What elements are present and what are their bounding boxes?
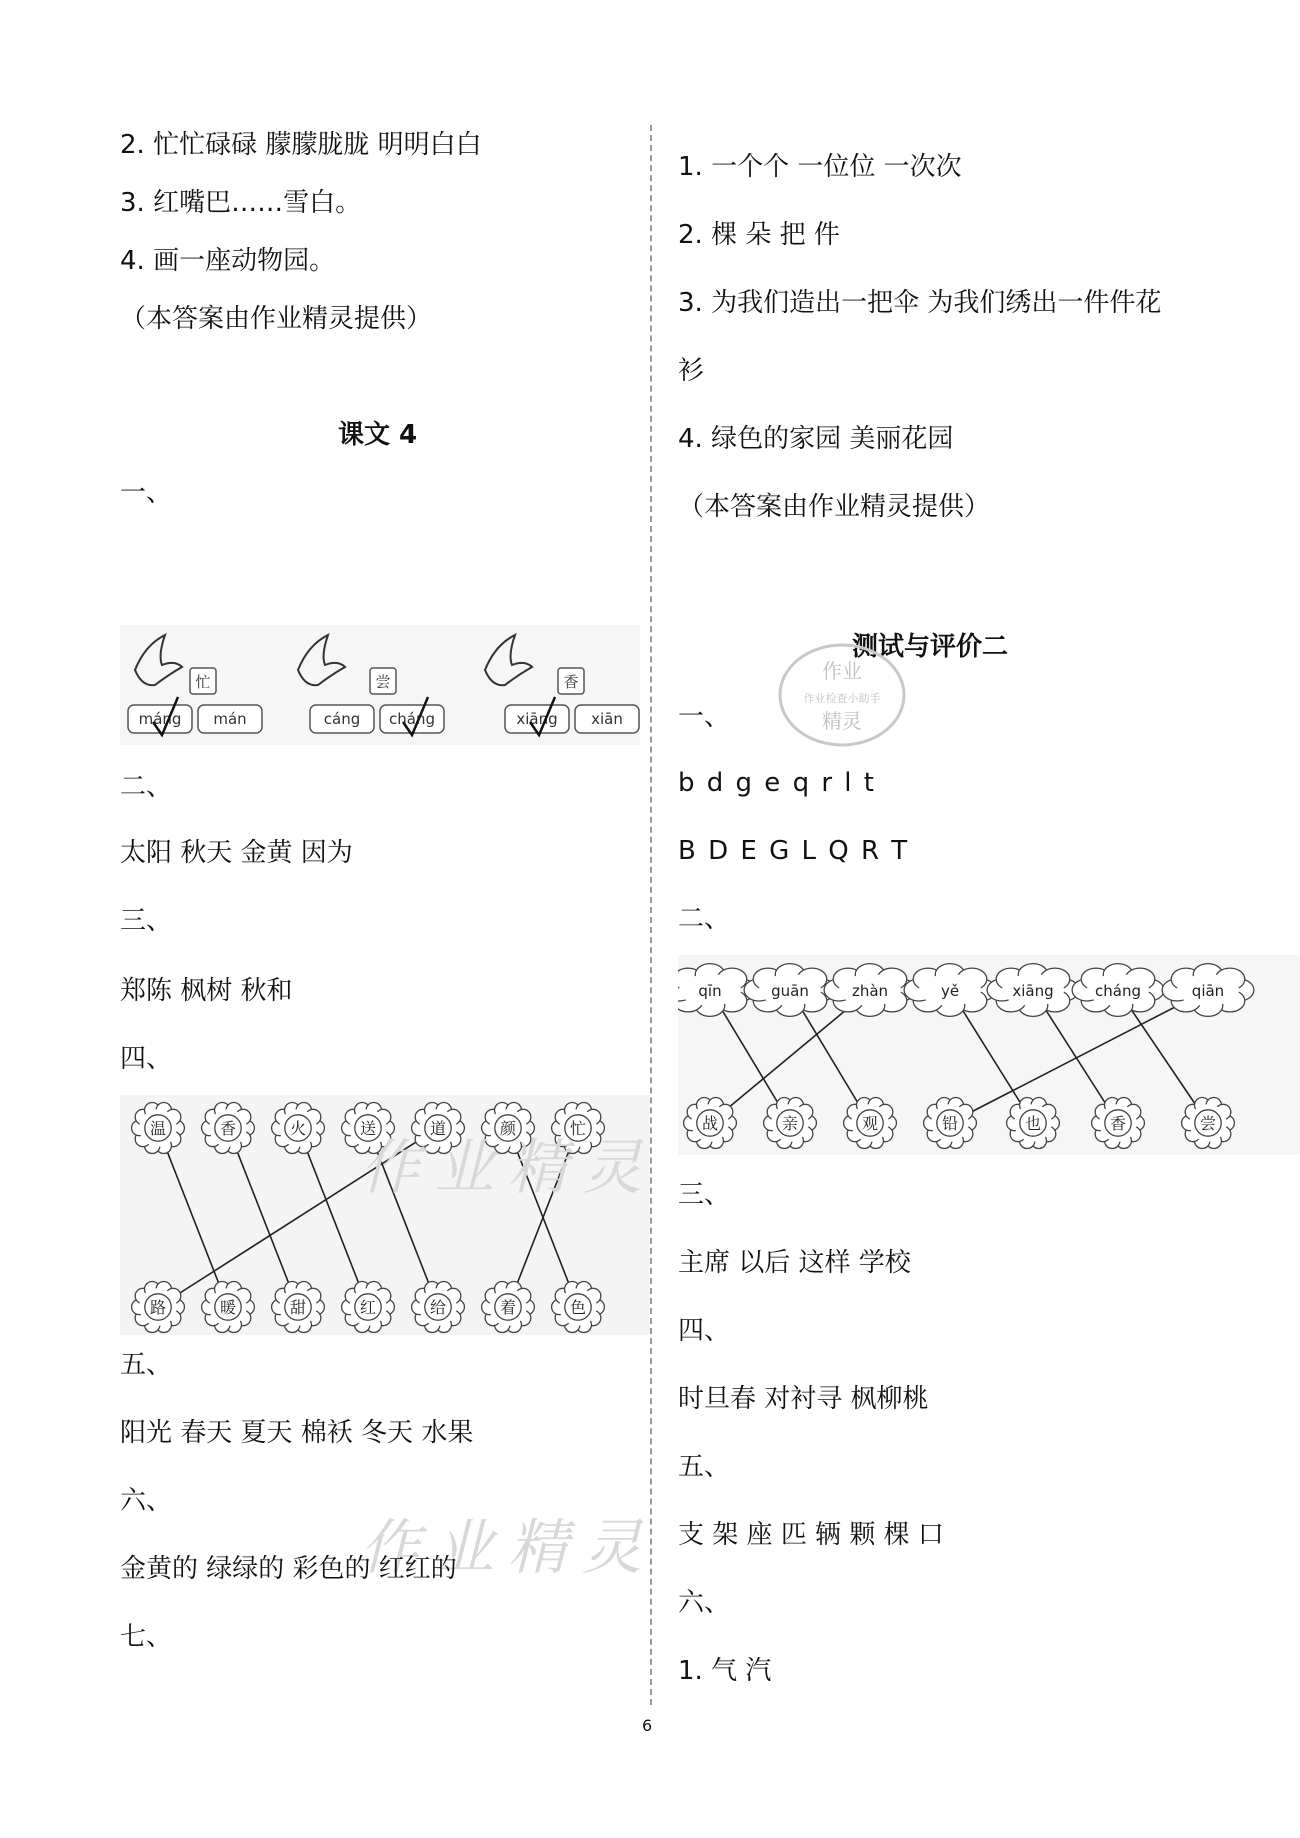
r-section-6-label: 六、 xyxy=(678,1588,731,1618)
pinyin-choice-figure xyxy=(120,625,640,745)
watermark-stamp xyxy=(775,640,910,750)
fig2-top-char: 香 xyxy=(219,1119,237,1138)
fig1-pinyin: mán xyxy=(213,710,247,728)
fig2-top-char: 道 xyxy=(429,1119,447,1138)
fig1-char: 尝 xyxy=(375,673,391,691)
fig3-char: 亲 xyxy=(781,1114,799,1133)
fig3-pinyin: zhàn xyxy=(851,982,889,1000)
r-section-1-label: 一、 xyxy=(678,702,731,732)
test-2-title: 测试与评价二 xyxy=(852,632,1009,662)
fig1-pinyin: xiān xyxy=(591,710,623,728)
lesson-4-title: 课文 4 xyxy=(338,420,418,450)
right-line-3: 3. 为我们造出一把伞 为我们绣出一件件花 xyxy=(678,288,1162,318)
left-line-4: 4. 画一座动物园。 xyxy=(120,246,336,276)
section-5-label: 五、 xyxy=(120,1350,173,1380)
fig1-pinyin: máng xyxy=(138,710,182,728)
fig2-bottom-char: 色 xyxy=(569,1298,587,1317)
stamp-mid: 作业检查小助手 xyxy=(803,692,881,705)
section-6-answer: 金黄的 绿绿的 彩色的 红红的 xyxy=(120,1554,457,1584)
right-line-2: 2. 棵 朵 把 件 xyxy=(678,220,840,250)
r-section-6-answer: 1. 气 汽 xyxy=(678,1656,772,1686)
fig3-char: 战 xyxy=(701,1114,719,1133)
fig2-top-char: 温 xyxy=(149,1119,167,1138)
fig2-bottom-char: 路 xyxy=(149,1298,167,1317)
fig2-bottom-char: 红 xyxy=(359,1298,377,1317)
r-section-3-answer: 主席 以后 这样 学校 xyxy=(678,1248,911,1278)
r-section-5-label: 五、 xyxy=(678,1452,731,1482)
left-credit: （本答案由作业精灵提供） xyxy=(120,304,433,334)
page-number: 6 xyxy=(642,1716,653,1735)
fig3-char: 铅 xyxy=(941,1114,959,1133)
fig2-bottom-char: 甜 xyxy=(289,1298,307,1317)
right-line-1: 1. 一个个 一位位 一次次 xyxy=(678,152,962,182)
fig2-bottom-char: 暖 xyxy=(219,1298,237,1317)
fig2-top-char: 送 xyxy=(359,1119,377,1138)
watermark-text: 作业精灵 xyxy=(360,1133,656,1203)
section-5-answer: 阳光 春天 夏天 棉袄 冬天 水果 xyxy=(120,1418,474,1448)
fig3-pinyin: qiān xyxy=(1191,982,1225,1000)
fig1-pinyin: xiāng xyxy=(516,710,558,728)
stamp-top: 作业 xyxy=(822,659,862,683)
fig2-top-char: 忙 xyxy=(569,1119,587,1138)
lowercase-letters: b d g e q r l t xyxy=(678,768,876,798)
fig3-pinyin: cháng xyxy=(1095,982,1141,1000)
fig3-char: 尝 xyxy=(1199,1114,1217,1133)
right-line-3b: 衫 xyxy=(678,356,705,386)
fig3-char: 也 xyxy=(1024,1114,1042,1133)
r-section-5-answer: 支 架 座 匹 辆 颗 棵 口 xyxy=(678,1520,944,1550)
fig1-pinyin: cáng xyxy=(323,710,361,728)
left-line-2: 2. 忙忙碌碌 朦朦胧胧 明明白白 xyxy=(120,130,482,160)
left-line-3: 3. 红嘴巴……雪白。 xyxy=(120,188,362,218)
r-section-4-answer: 时旦春 对衬寻 枫柳桃 xyxy=(678,1384,929,1414)
r-section-3-label: 三、 xyxy=(678,1180,731,1210)
fig3-char: 观 xyxy=(861,1114,879,1133)
fig3-pinyin: qīn xyxy=(698,982,722,1000)
fig2-bottom-char: 给 xyxy=(429,1298,447,1317)
column-divider xyxy=(650,125,652,1705)
uppercase-letters: B D E G L Q R T xyxy=(678,836,910,866)
section-2-answer: 太阳 秋天 金黄 因为 xyxy=(120,838,353,868)
right-credit: （本答案由作业精灵提供） xyxy=(678,492,991,522)
fig2-top-char: 火 xyxy=(289,1119,307,1138)
right-line-4: 4. 绿色的家园 美丽花园 xyxy=(678,424,954,454)
section-4-label: 四、 xyxy=(120,1044,173,1074)
r-section-2-label: 二、 xyxy=(678,904,731,934)
section-7-label: 七、 xyxy=(120,1622,173,1652)
r-section-4-label: 四、 xyxy=(678,1316,731,1346)
fig1-char: 香 xyxy=(563,673,579,691)
fig3-pinyin: yě xyxy=(940,982,960,1000)
fig2-bottom-char: 着 xyxy=(499,1298,517,1317)
section-3-label: 三、 xyxy=(120,906,173,936)
watermark-text: 作业精灵 xyxy=(360,1513,656,1583)
fig3-pinyin: xiāng xyxy=(1012,982,1054,1000)
section-3-answer: 郑陈 枫树 秋和 xyxy=(120,976,293,1006)
fig3-char: 香 xyxy=(1109,1114,1127,1133)
stamp-bot: 精灵 xyxy=(822,709,862,733)
fig1-pinyin: cháng xyxy=(389,710,435,728)
pinyin-match-figure xyxy=(678,955,1300,1155)
section-1-label: 一、 xyxy=(120,478,173,508)
fig2-top-char: 颜 xyxy=(499,1119,517,1138)
fig3-pinyin: guān xyxy=(771,982,809,1000)
section-6-label: 六、 xyxy=(120,1486,173,1516)
fig1-char: 忙 xyxy=(195,673,211,691)
section-2-label: 二、 xyxy=(120,772,173,802)
